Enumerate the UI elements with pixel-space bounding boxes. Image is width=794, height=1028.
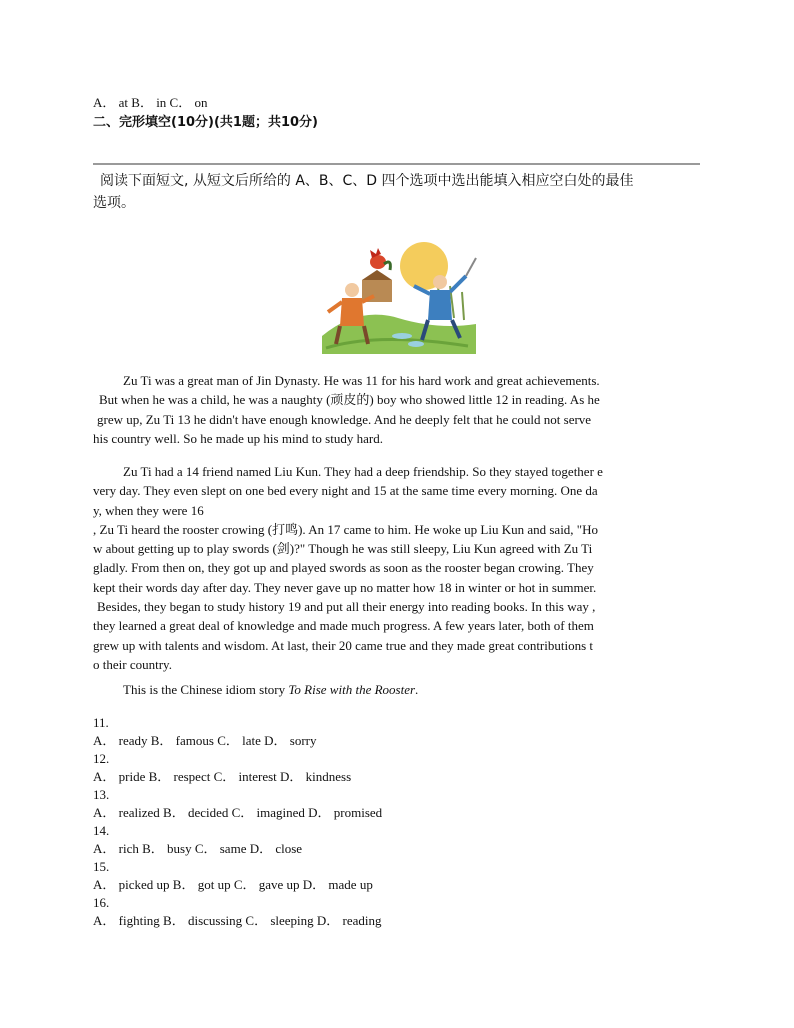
passage-line: grew up, Zu Ti 13 he didn't have enough knowledge. And he deeply felt that he could not serve — [97, 411, 592, 427]
passage-line: Zu Ti was a great man of Jin Dynasty. He was 11 for his hard work and great achievements. — [123, 373, 600, 388]
passage-line: gladly. From then on, they got up and played swords as soon as the rooster began crowing. They — [93, 560, 594, 576]
question-number: 15. — [93, 859, 110, 874]
question-number: 12. — [93, 751, 110, 766]
question-options: A． pride B． respect C． interest D． kindness — [93, 769, 352, 784]
question-options: A． rich B． busy C． same D． close — [93, 841, 303, 856]
passage-line: But when he was a child, he was a naughty (顽皮的) boy who showed little 12 in reading. As he — [99, 392, 600, 408]
instructions-line-1: 阅读下面短文, 从短文后所给的 A、B、C、D 四个选项中选出能填入相应空白处的最佳 — [100, 173, 634, 189]
illustration-rise-with-rooster — [318, 236, 480, 354]
instructions-line-2: 选项。 — [93, 195, 135, 211]
question-number: 13. — [93, 787, 110, 802]
question-options: A． fighting B． discussing C． sleeping D． reading — [93, 913, 382, 928]
passage-paragraph-1 — [93, 371, 699, 448]
question-list — [93, 714, 382, 930]
passage-line: kept their words day after day. They never gave up no matter how 18 in winter or hot in summer. — [93, 579, 597, 595]
question-number: 11. — [93, 715, 109, 730]
passage-line: y, when they were 16 — [93, 502, 204, 518]
passage-line: very day. They even slept on one bed every night and 15 at the same time every morning. One da — [93, 483, 598, 499]
passage-line: , Zu Ti heard the rooster crowing (打鸣). An 17 came to him. He woke up Liu Kun and said, "Ho — [93, 521, 599, 537]
previous-question-options: A． at B． in C． on — [93, 95, 208, 110]
passage-line: his country well. So he made up his mind to study hard. — [93, 430, 383, 446]
question-number: 14. — [93, 823, 110, 838]
passage-line: grew up with talents and wisdom. At last, their 20 came true and they made great contributions t — [93, 637, 594, 653]
question-options: A． picked up B． got up C． gave up D． made up — [93, 877, 373, 892]
passage-line: Besides, they began to study history 19 and put all their energy into reading books. In this way , — [97, 599, 596, 615]
idiom-title: To Rise with the Rooster — [288, 682, 416, 697]
passage-line: they learned a great deal of knowledge and made much progress. A few years later, both of them — [93, 618, 594, 634]
passage-line: Zu Ti had a 14 friend named Liu Kun. They had a deep friendship. So they stayed together e — [123, 464, 603, 479]
section-heading: 二、完形填空(10分)(共1题；共10分) — [93, 115, 318, 130]
passage-line: w about getting up to play swords (剑)?" Though he was still sleepy, Liu Kun agreed with Zu Ti — [93, 541, 593, 557]
idiom-sentence-suffix: . — [415, 682, 419, 697]
idiom-sentence-prefix: This is the Chinese idiom story — [123, 682, 289, 697]
question-options: A． ready B． famous C． late D． sorry — [93, 733, 317, 748]
instructions — [100, 170, 634, 192]
question-options: A． realized B． decided C． imagined D． promised — [93, 805, 383, 820]
section-divider — [93, 163, 700, 165]
question-number: 16. — [93, 895, 110, 910]
passage-paragraph-2 — [93, 462, 699, 674]
passage-paragraph-3 — [123, 681, 418, 699]
passage-line: o their country. — [93, 656, 172, 672]
